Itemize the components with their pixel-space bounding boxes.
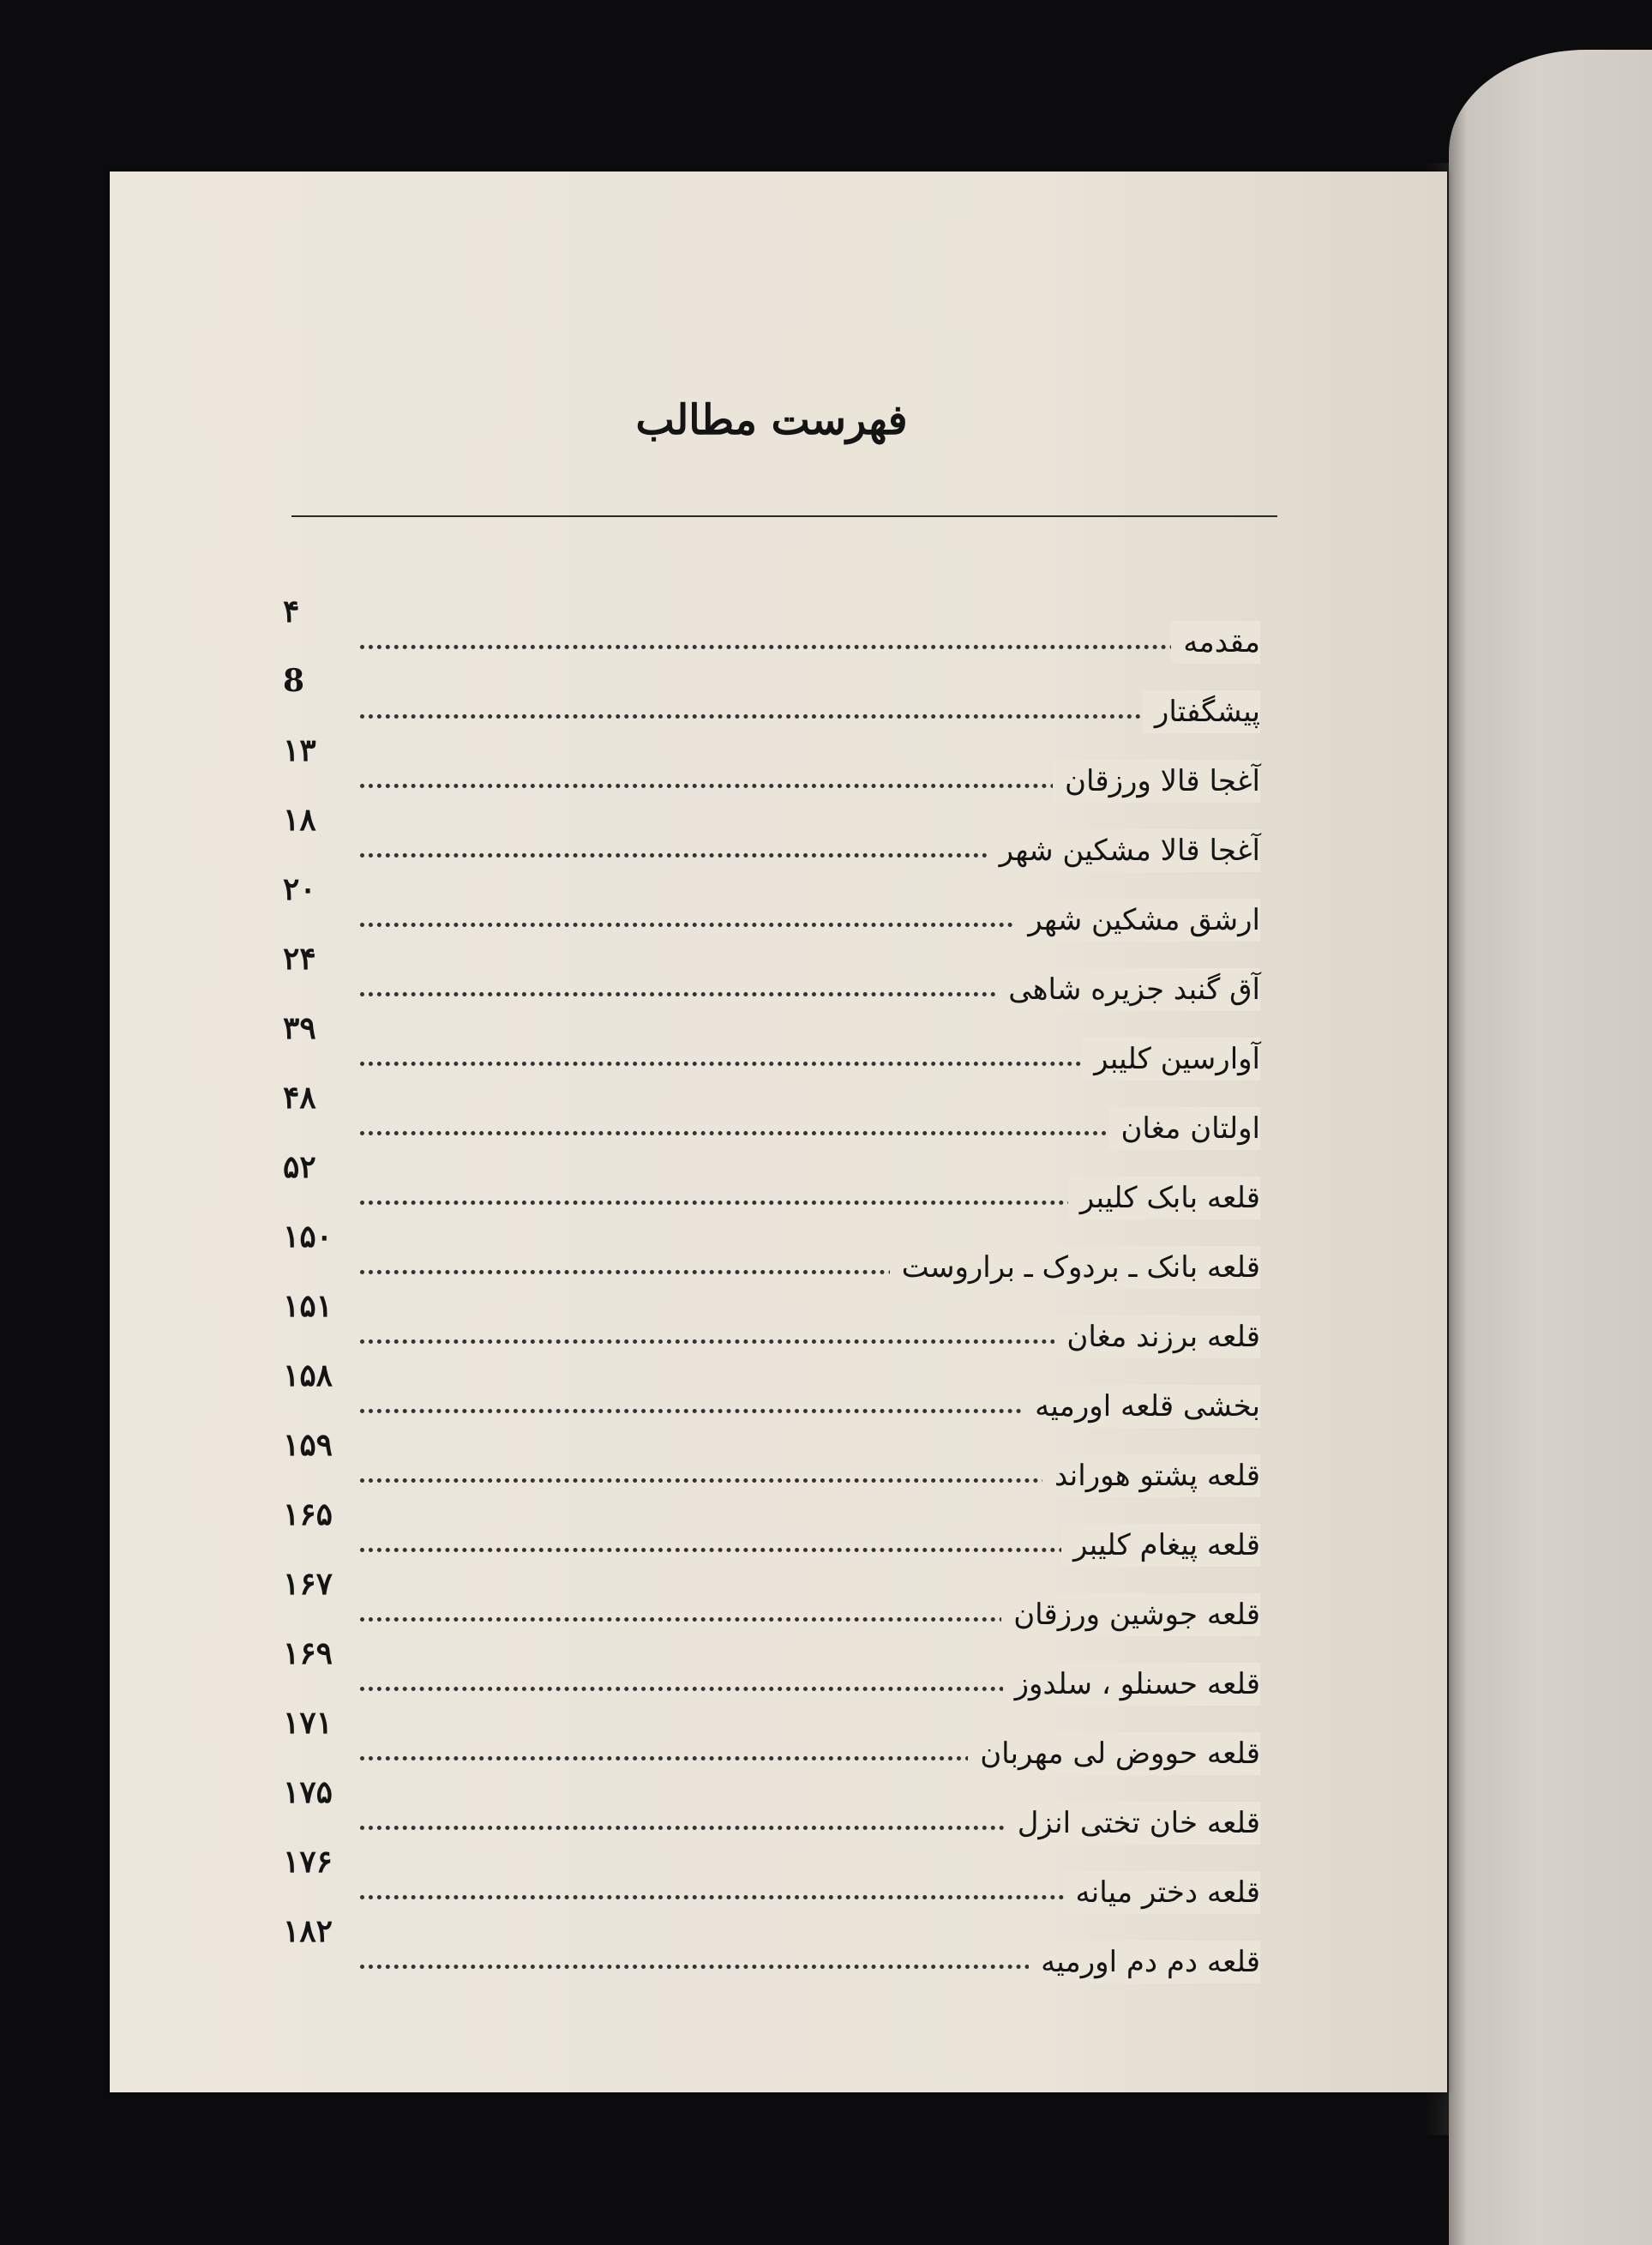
heading-rule <box>291 515 1277 517</box>
toc-entry <box>283 1635 1260 1729</box>
toc-entry-page-number: ۳۹ <box>283 1010 316 1046</box>
toc-entry-page-number: 8 <box>283 663 305 699</box>
toc-entry-title: قلعه پیغام کلیبر <box>1061 1524 1260 1567</box>
toc-entry <box>283 663 1260 756</box>
toc-entry-page-number: ۱۷۱ <box>283 1705 333 1741</box>
toc-entry <box>283 593 1260 687</box>
toc-entry-page-number: ۱۳ <box>283 732 316 768</box>
toc-entry-title: پیشگفتار <box>1143 690 1260 733</box>
toc-entry-title: قلعه دختر میانه <box>1064 1871 1260 1914</box>
toc-entry-title: قلعه بانک ـ بردوک ـ براروست <box>890 1246 1260 1289</box>
toc-entry <box>283 1496 1260 1590</box>
toc-entry-page-number: ۱۷۵ <box>283 1774 333 1810</box>
toc-entry-title: آغجا قالا ورزقان <box>1053 760 1260 803</box>
toc-entry-title: آغجا قالا مشکین شهر <box>988 829 1260 872</box>
toc-entry-page-number: ۱۶۹ <box>283 1635 333 1671</box>
toc-entry <box>283 732 1260 826</box>
toc-entry-title: قلعه خان تختی انزل <box>1006 1802 1260 1845</box>
toc-entry <box>283 1705 1260 1798</box>
facing-page <box>1449 50 1652 2245</box>
toc-entry <box>283 1427 1260 1520</box>
toc-entry-title: قلعه پشتو هوراند <box>1042 1454 1260 1497</box>
toc-entry-title: اولتان مغان <box>1108 1107 1260 1150</box>
toc-entry-page-number: ۱۵۱ <box>283 1288 333 1324</box>
toc-entry-page-number: ۵۲ <box>283 1149 316 1185</box>
toc-entry <box>283 1774 1260 1868</box>
toc-entry <box>283 1288 1260 1381</box>
toc-entry <box>283 941 1260 1034</box>
toc-entry-page-number: ۱۸ <box>283 802 316 838</box>
toc-entry-title: قلعه جوشین ورزقان <box>1001 1593 1260 1636</box>
toc-entry-title: قلعه بابک کلیبر <box>1068 1177 1260 1219</box>
dot-leader <box>360 645 1260 649</box>
toc-entry <box>283 1149 1260 1243</box>
toc-entry-page-number: ۱۷۶ <box>283 1844 333 1880</box>
toc-entry-title: قلعه حسنلو ، سلدوز <box>1003 1663 1260 1706</box>
toc-entry <box>283 1844 1260 1937</box>
toc-entry-title: قلعه برزند مغان <box>1054 1315 1260 1358</box>
toc-heading: فهرست مطالب <box>635 396 908 444</box>
toc-entry-title: آق گنبد جزیره شاهی <box>996 968 1260 1011</box>
toc-entry-page-number: ۱۵۹ <box>283 1427 333 1463</box>
toc-entry-title: قلعه دم دم اورمیه <box>1029 1941 1260 1983</box>
toc-entry-page-number: ۲۰ <box>283 871 316 907</box>
table-of-contents <box>283 593 1260 2007</box>
toc-entry <box>283 802 1260 895</box>
toc-entry <box>283 871 1260 965</box>
dot-leader <box>360 714 1260 719</box>
toc-entry-title: ارشق مشکین شهر <box>1016 899 1260 942</box>
toc-entry-page-number: ۱۵۸ <box>283 1357 333 1393</box>
toc-entry-title: آوارسین کلیبر <box>1082 1038 1260 1080</box>
toc-entry-page-number: ۱۶۵ <box>283 1496 333 1532</box>
toc-entry <box>283 1566 1260 1659</box>
toc-entry-page-number: ۱۸۲ <box>283 1913 333 1949</box>
toc-entry <box>283 1219 1260 1312</box>
toc-entry-title: قلعه حووض لی مهربان <box>968 1732 1260 1775</box>
toc-entry-page-number: ۴ <box>283 593 300 629</box>
toc-entry <box>283 1080 1260 1173</box>
toc-entry <box>283 1357 1260 1451</box>
toc-entry-page-number: ۱۶۷ <box>283 1566 333 1602</box>
toc-entry-title: بخشی قلعه اورمیه <box>1023 1385 1260 1428</box>
toc-entry-page-number: ۲۴ <box>283 941 316 977</box>
toc-entry <box>283 1913 1260 2007</box>
toc-entry-title: مقدمه <box>1171 621 1260 664</box>
toc-entry-page-number: ۱۵۰ <box>283 1219 333 1255</box>
toc-entry <box>283 1010 1260 1104</box>
toc-entry-page-number: ۴۸ <box>283 1080 316 1116</box>
